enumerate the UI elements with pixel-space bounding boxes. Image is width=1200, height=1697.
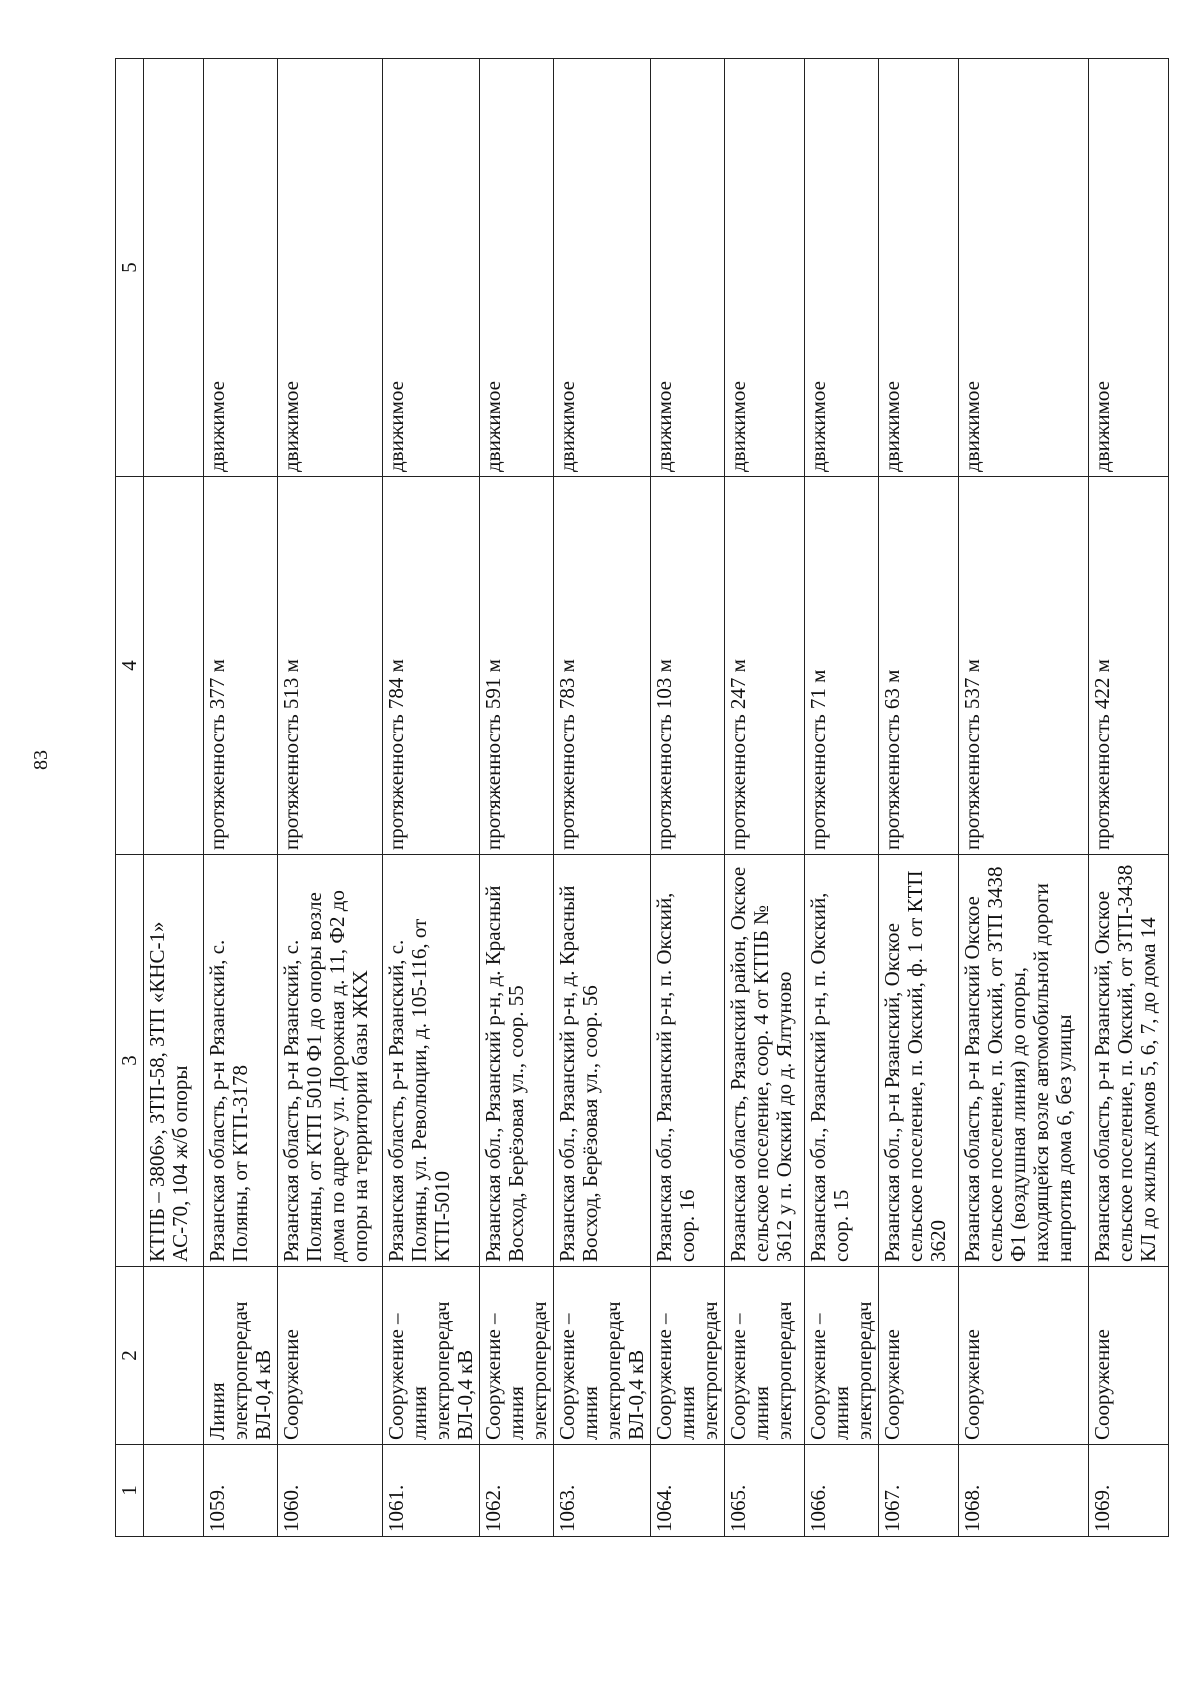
cell-type: движимое [1089, 59, 1169, 477]
registry-table-wrapper [115, 59, 1160, 1537]
cell-type [144, 59, 204, 477]
cell-number: 1061. [383, 1445, 480, 1537]
header-cell-4: 4 [116, 477, 144, 855]
cell-number: 1064. [651, 1445, 725, 1537]
table-row [651, 59, 725, 1537]
cell-name: Сооружение [1089, 1267, 1169, 1445]
table-row [879, 59, 959, 1537]
cell-length: протяженность 537 м [959, 477, 1089, 855]
cell-number: 1059. [204, 1445, 278, 1537]
cell-address: КТПБ – 3806», ЗТП-58, ЗТП «КНС-1» АС-70, 104 ж/б опоры [144, 855, 204, 1267]
cell-address: Рязанская область, р-н Рязанский, Окское сельское поселение, п. Окский, от ЗТП-3438 КЛ до жилых домов 5, 6, 7, до дома 14 [1089, 855, 1169, 1267]
table-row [1089, 59, 1169, 1537]
cell-length: протяженность 247 м [725, 477, 805, 855]
cell-length: протяженность 784 м [383, 477, 480, 855]
cell-address: Рязанская обл., Рязанский р-н, п. Окский, соор. 15 [805, 855, 879, 1267]
cell-length [144, 477, 204, 855]
table-row [480, 59, 554, 1537]
cell-length: протяженность 422 м [1089, 477, 1169, 855]
table-row [959, 59, 1089, 1537]
continuation-row [144, 59, 204, 1537]
cell-type: движимое [805, 59, 879, 477]
cell-name: Линия электропередач ВЛ-0,4 кВ [204, 1267, 278, 1445]
cell-address: Рязанская область, р-н Рязанский, с. Поляны, от КТП-3178 [204, 855, 278, 1267]
cell-length: протяженность 71 м [805, 477, 879, 855]
table-row [554, 59, 651, 1537]
header-cell-3: 3 [116, 855, 144, 1267]
cell-name: Сооружение – линия электропередач [725, 1267, 805, 1445]
table-row [725, 59, 805, 1537]
cell-name: Сооружение [959, 1267, 1089, 1445]
cell-type: движимое [383, 59, 480, 477]
cell-length: протяженность 103 м [651, 477, 725, 855]
cell-name [144, 1267, 204, 1445]
cell-type: движимое [879, 59, 959, 477]
cell-address: Рязанская область, р-н Рязанский, с. Поляны, ул. Революции, д. 105-116, от КТП-5010 [383, 855, 480, 1267]
header-row [116, 59, 144, 1537]
cell-length: протяженность 783 м [554, 477, 651, 855]
registry-table [115, 58, 1169, 1537]
cell-address: Рязанская обл., Рязанский р-н, п. Окский, соор. 16 [651, 855, 725, 1267]
cell-name: Сооружение – линия электропередач [805, 1267, 879, 1445]
cell-type: движимое [554, 59, 651, 477]
cell-address: Рязанская область, Рязанский район, Окское сельское поселение, соор. 4 от КТПБ № 3612 у п. Окский до д. Ялтуново [725, 855, 805, 1267]
cell-name: Сооружение – линия электропередач [651, 1267, 725, 1445]
cell-type: движимое [480, 59, 554, 477]
cell-address: Рязанская обл., р-н Рязанский, Окское сельское поселение, п. Окский, ф. 1 от КТП 3620 [879, 855, 959, 1267]
cell-address: Рязанская область, р-н Рязанский Окское сельское поселение, п. Окский, от ЗТП 3438 Ф1 (воздушная линия) до опоры, находящейся возле автомобильной дороги напротив дома 6, без улицы [959, 855, 1089, 1267]
cell-number: 1066. [805, 1445, 879, 1537]
table-row [805, 59, 879, 1537]
cell-name: Сооружение – линия электропередач [480, 1267, 554, 1445]
cell-number: 1062. [480, 1445, 554, 1537]
cell-type: движимое [204, 59, 278, 477]
cell-length: протяженность 513 м [278, 477, 383, 855]
page-number: 83 [30, 750, 52, 770]
cell-type: движимое [725, 59, 805, 477]
cell-address: Рязанская область, р-н Рязанский, с. Поляны, от КТП 5010 Ф1 до опоры возле дома по адресу ул. Дорожная д. 11, Ф2 до опоры на территории базы ЖКХ [278, 855, 383, 1267]
cell-number: 1068. [959, 1445, 1089, 1537]
cell-length: протяженность 377 м [204, 477, 278, 855]
header-cell-2: 2 [116, 1267, 144, 1445]
cell-number [144, 1445, 204, 1537]
cell-type: движимое [651, 59, 725, 477]
cell-name: Сооружение – линия электропередач ВЛ-0,4 кВ [383, 1267, 480, 1445]
cell-number: 1060. [278, 1445, 383, 1537]
cell-number: 1069. [1089, 1445, 1169, 1537]
cell-length: протяженность 63 м [879, 477, 959, 855]
cell-name: Сооружение [278, 1267, 383, 1445]
header-cell-1: 1 [116, 1445, 144, 1537]
cell-type: движимое [278, 59, 383, 477]
table-row [383, 59, 480, 1537]
cell-type: движимое [959, 59, 1089, 477]
cell-number: 1067. [879, 1445, 959, 1537]
table-row [204, 59, 278, 1537]
table-row [278, 59, 383, 1537]
cell-number: 1065. [725, 1445, 805, 1537]
cell-length: протяженность 591 м [480, 477, 554, 855]
cell-name: Сооружение – линия электропередач ВЛ-0,4 кВ [554, 1267, 651, 1445]
cell-name: Сооружение [879, 1267, 959, 1445]
cell-address: Рязанская обл., Рязанский р-н, д. Красный Восход, Берёзовая ул., соор. 55 [480, 855, 554, 1267]
cell-number: 1063. [554, 1445, 651, 1537]
cell-address: Рязанская обл., Рязанский р-н, д. Красный Восход, Берёзовая ул., соор. 56 [554, 855, 651, 1267]
header-cell-5: 5 [116, 59, 144, 477]
